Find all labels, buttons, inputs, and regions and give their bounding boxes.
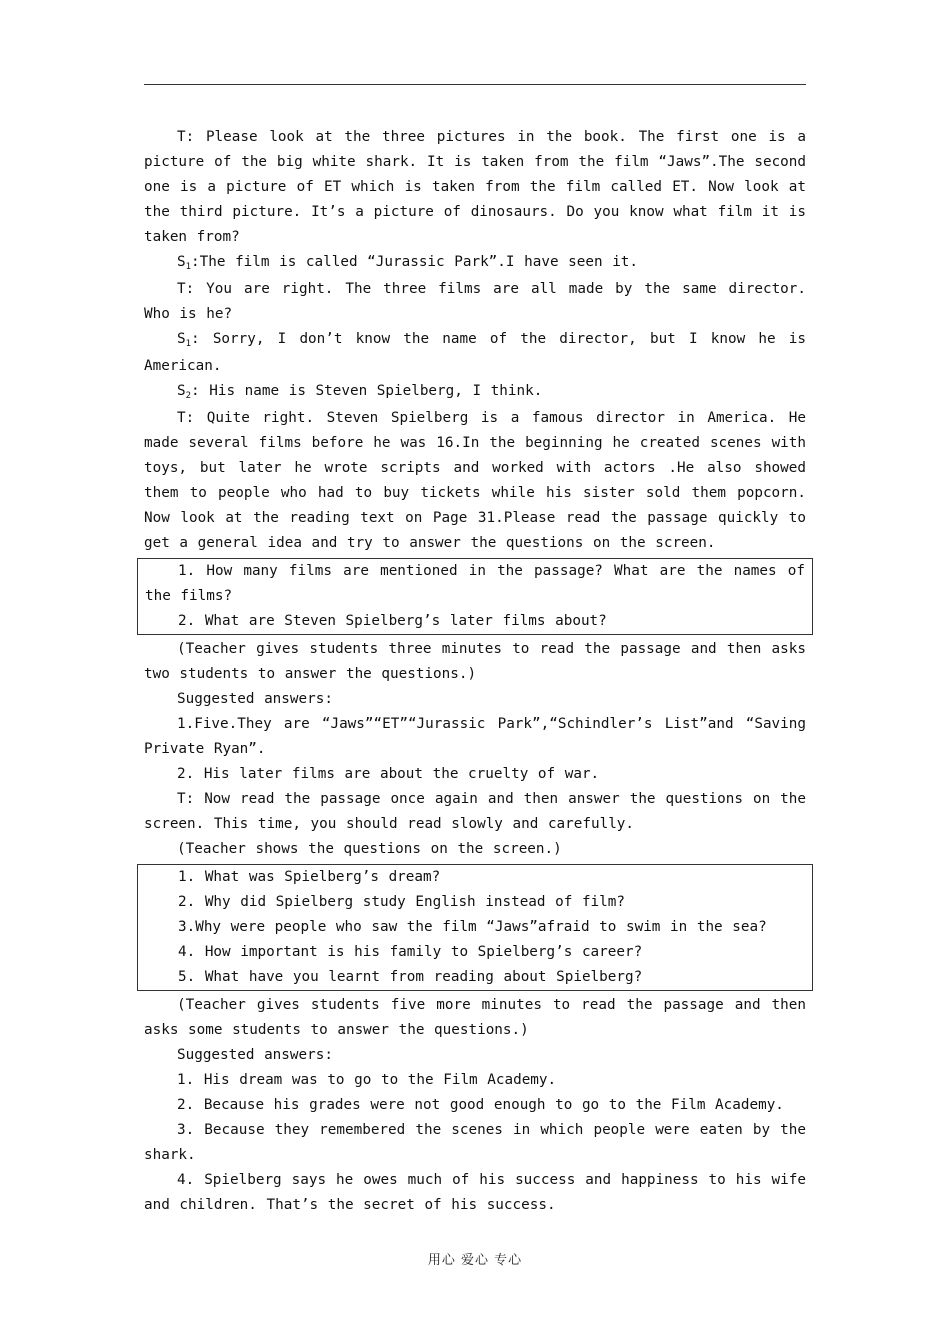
paragraph-answer-2: 2. His later films are about the cruelty of war. bbox=[177, 766, 600, 782]
paragraph-teacher-read-again: T: Now read the passage once again and then answer the questions on the screen. This time, you should read slowly and carefully. bbox=[144, 791, 806, 832]
paragraph-final-answer-2: 2. Because his grades were not good enough to go to the Film Academy. bbox=[177, 1097, 784, 1113]
question-box-2 bbox=[137, 864, 813, 991]
question-item: 2. Why did Spielberg study English instead of film? bbox=[178, 894, 625, 910]
speaker-subscript: 1 bbox=[185, 262, 192, 272]
header-rule bbox=[144, 84, 806, 85]
paragraph-answer-1: 1.Five.They are “Jaws”“ET”“Jurassic Park”,“Schindler’s List”and “Saving Private Ryan”. bbox=[144, 716, 806, 757]
question-item: 5. What have you learnt from reading about Spielberg? bbox=[178, 969, 643, 985]
paragraph-teacher-director: T: You are right. The three films are all made by the same director. Who is he? bbox=[144, 281, 806, 322]
speaker-colon: : bbox=[191, 254, 200, 270]
question-item: 1. How many films are mentioned in the passage? What are the names of the films? bbox=[145, 563, 805, 604]
speaker-subscript: 1 bbox=[185, 339, 192, 349]
question-item: 4. How important is his family to Spielberg’s career? bbox=[178, 944, 643, 960]
document-body bbox=[144, 125, 806, 1218]
paragraph-teacher-instruction: (Teacher gives students three minutes to read the passage and then asks two students to answer the questions.) bbox=[144, 641, 806, 682]
paragraph-student1-jurassic bbox=[144, 250, 806, 277]
question-item: 1. What was Spielberg’s dream? bbox=[178, 869, 441, 885]
paragraph-student1-sorry bbox=[144, 327, 806, 379]
speaker-subscript: 2 bbox=[185, 391, 192, 401]
paragraph-text: : His name is Steven Spielberg, I think. bbox=[191, 383, 543, 399]
question-item: 2. What are Steven Spielberg’s later films about? bbox=[178, 613, 607, 629]
paragraph-suggested-answers-heading: Suggested answers: bbox=[177, 691, 333, 707]
paragraph-teacher-shows: (Teacher shows the questions on the screen.) bbox=[177, 841, 562, 857]
paragraph-teacher-five-minutes: (Teacher gives students five more minutes to read the passage and then asks some students to answer the questions.) bbox=[144, 997, 806, 1038]
paragraph-final-answer-1: 1. His dream was to go to the Film Academy. bbox=[177, 1072, 557, 1088]
page-footer: 用心 爱心 专心 bbox=[427, 1253, 523, 1268]
paragraph-text: The film is called “Jurassic Park”.I have seen it. bbox=[199, 254, 639, 270]
paragraph-final-answer-4: 4. Spielberg says he owes much of his success and happiness to his wife and children. That’s the secret of his success. bbox=[144, 1172, 806, 1213]
speaker-label: S bbox=[177, 383, 186, 399]
question-box-1 bbox=[137, 558, 813, 635]
paragraph-suggested-answers-heading: Suggested answers: bbox=[177, 1047, 333, 1063]
paragraph-final-answer-3: 3. Because they remembered the scenes in which people were eaten by the shark. bbox=[144, 1122, 806, 1163]
paragraph-teacher-spielberg: T: Quite right. Steven Spielberg is a famous director in America. He made several films before he was 16.In the beginning he created scenes with toys, but later he wrote scripts and worked with actors .He also showed them to people who had to buy tickets while his sister sold them popcorn. Now look at the reading text on Page 31.Please read the passage quickly to get a general idea and try to answer the questions on the screen. bbox=[144, 410, 806, 551]
speaker-label: S bbox=[177, 254, 186, 270]
question-item: 3.Why were people who saw the film “Jaws”afraid to swim in the sea? bbox=[178, 919, 767, 935]
paragraph-text: : Sorry, I don’t know the name of the director, but I know he is American. bbox=[144, 331, 806, 374]
paragraph-teacher-pictures: T: Please look at the three pictures in the book. The first one is a picture of the big white shark. It is taken from the film “Jaws”.The second one is a picture of ET which is taken from the film called ET. Now look at the third picture. It’s a picture of dinosaurs. Do you know what film it is taken from? bbox=[144, 129, 806, 245]
speaker-label: S bbox=[177, 331, 186, 347]
paragraph-student2-name bbox=[144, 379, 806, 406]
